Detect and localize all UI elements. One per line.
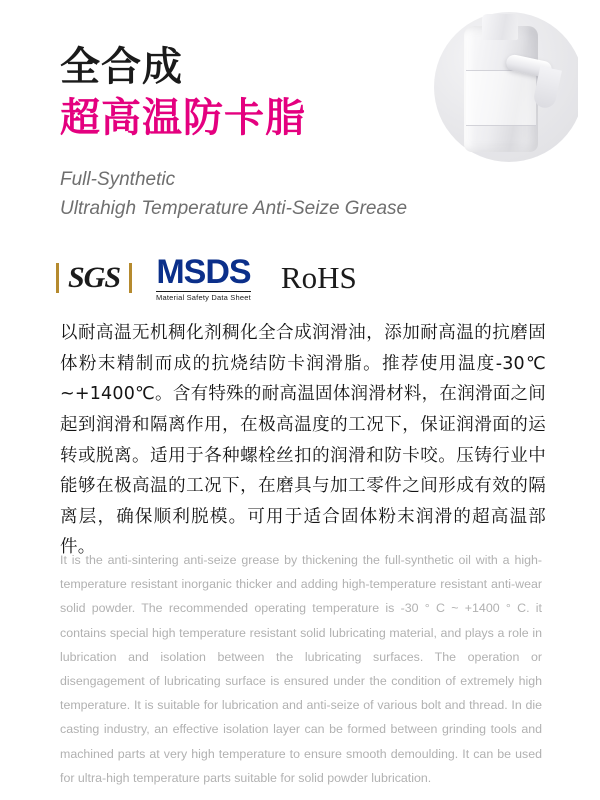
certification-logos — [62, 252, 542, 304]
sgs-logo-label: SGS — [68, 261, 121, 294]
page-subtitle-en — [60, 166, 460, 223]
rohs-logo-label: RoHS — [280, 260, 357, 295]
description-english: It is the anti-sintering anti-seize grease by thickening the full-synthetic oil with a high-temperature resistant inorganic thicker and adding high-temperature resistant anti-wear solid powder. The recommended operating temperature is -30 ° C ~ +1400 ° C. it contains special high temperature resistant solid lubricating material, and plays a role in lubrication and isolation between the lubricating surfaces. The operation or disengagement of lubricating surface is ensured under the condition of extremely high temperature. It is suitable for lubrication and anti-seize of various bolt and thread. In die casting industry, an effective isolation layer can be formed between grinding tools and machined parts at very high temperature to ensure smooth demoulding. It can be used for ultra-high temperature parts suitable for solid powder lubrication. — [60, 553, 542, 785]
rohs-logo — [281, 260, 357, 296]
msds-logo-sublabel: Material Safety Data Sheet — [156, 292, 251, 302]
sgs-bar-left-icon — [56, 263, 59, 293]
page-title-cn-accent: 超高温防卡脂 — [60, 95, 306, 141]
cartridge-neck-icon — [482, 14, 518, 40]
title-block — [60, 44, 460, 223]
msds-logo-label: MSDS — [156, 252, 251, 291]
description-chinese: 以耐高温无机稠化剂稠化全合成润滑油，添加耐高温的抗磨固体粉末精制而成的抗烧结防卡润滑脂。推荐使用温度-30℃ ~+1400℃。含有特殊的耐高温固体润滑材料，在润滑面之间起到润滑和隔离作用，在极高温度的工况下，保证润滑面的运转或脱离。适用于各种螺栓丝扣的润滑和防卡咬。压铸行业中能够在极高温的工况下，在磨具与加工零件之间形成有效的隔离层，确保顺利脱模。可用于适合固体粉末润滑的超高温部件。 — [60, 323, 546, 558]
sgs-logo — [62, 261, 126, 295]
sgs-bar-right-icon — [129, 263, 132, 293]
msds-logo — [156, 252, 251, 302]
cartridge-label-band — [466, 70, 536, 126]
page-title-cn-primary: 全合成 — [60, 44, 183, 90]
subtitle-line-2: Ultrahigh Temperature Anti-Seize Grease — [60, 197, 408, 219]
subtitle-line-1: Full-Synthetic — [60, 169, 176, 190]
